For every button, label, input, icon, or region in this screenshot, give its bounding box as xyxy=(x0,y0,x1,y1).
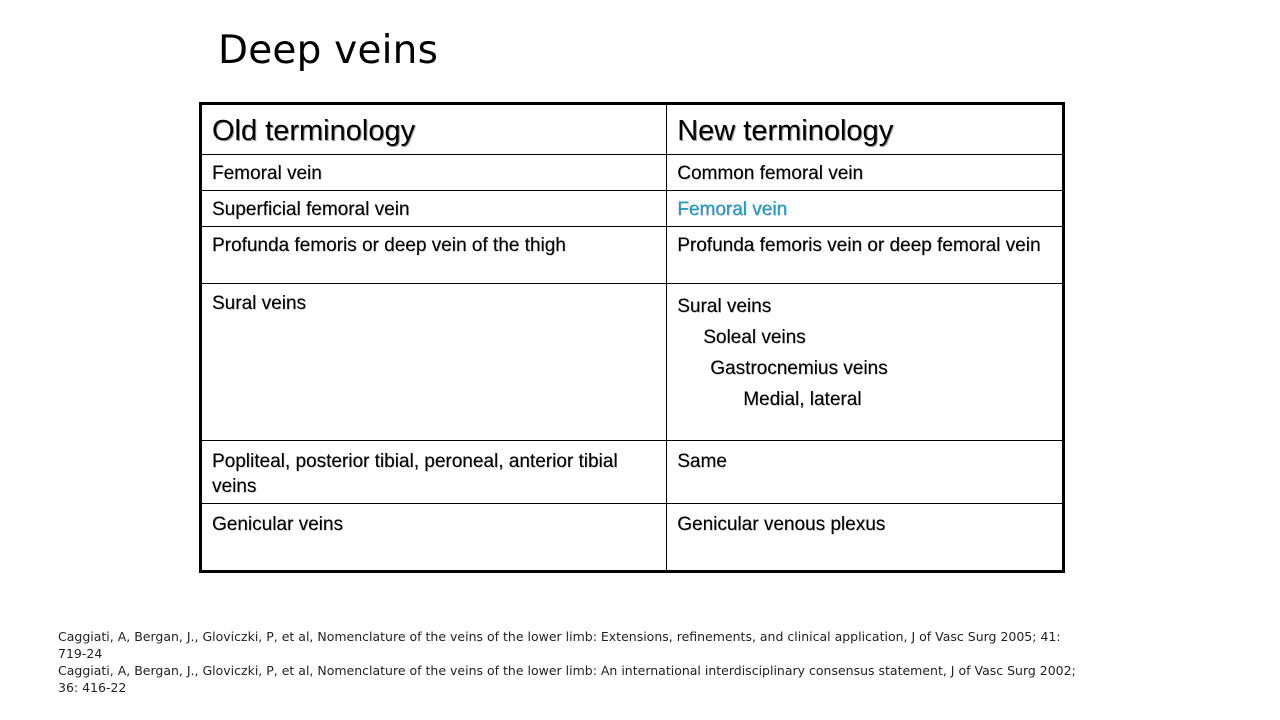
table-row xyxy=(201,504,1064,572)
new-term-subline: Medial, lateral xyxy=(743,389,862,410)
table-row xyxy=(201,284,1064,441)
table-row xyxy=(201,441,1064,504)
new-term-cell: Genicular venous plexus xyxy=(667,504,1064,572)
table-row xyxy=(201,227,1064,284)
new-term-line: Sural veins xyxy=(677,296,772,317)
new-term-cell: Common femoral vein xyxy=(667,155,1064,191)
header-old-terminology: Old terminology xyxy=(201,104,667,155)
old-term-cell: Profunda femoris or deep vein of the thigh xyxy=(201,227,667,284)
table-header-row xyxy=(201,104,1064,155)
new-term-cell-highlighted: Femoral vein xyxy=(667,191,1064,227)
old-term-cell: Femoral vein xyxy=(201,155,667,191)
old-term-cell: Genicular veins xyxy=(201,504,667,572)
reference-item: Caggiati, A, Bergan, J., Gloviczki, P, et al, Nomenclature of the veins of the lower limb: An international interdisciplinary consensus statement, J of Vasc Surg 2002; 36: 416-22 xyxy=(58,663,1076,695)
header-new-terminology: New terminology xyxy=(667,104,1064,155)
references xyxy=(58,628,1078,696)
reference-item: Caggiati, A, Bergan, J., Gloviczki, P, et al, Nomenclature of the veins of the lower limb: Extensions, refinements, and clinical application, J of Vasc Surg 2005; 41: 719-24 xyxy=(58,629,1061,661)
table-row xyxy=(201,191,1064,227)
old-term-cell: Superficial femoral vein xyxy=(201,191,667,227)
old-term-cell: Popliteal, posterior tibial, peroneal, anterior tibial veins xyxy=(201,441,667,504)
terminology-table xyxy=(199,102,1065,573)
table-row xyxy=(201,155,1064,191)
slide-title: Deep veins xyxy=(218,28,439,73)
new-term-cell: Profunda femoris vein or deep femoral vein xyxy=(667,227,1064,284)
new-term-cell: Same xyxy=(667,441,1064,504)
old-term-cell: Sural veins xyxy=(201,284,667,441)
new-term-cell-nested xyxy=(667,284,1064,441)
new-term-subline: Gastrocnemius veins xyxy=(710,358,888,379)
new-term-subline: Soleal veins xyxy=(703,327,806,348)
